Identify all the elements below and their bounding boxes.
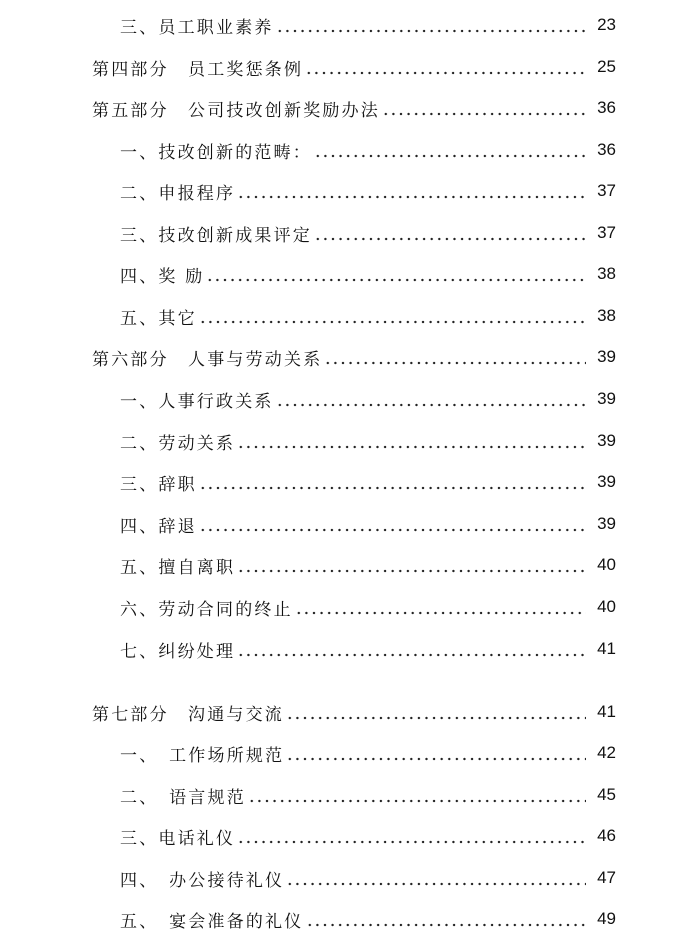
- toc-page-number: 47: [597, 868, 616, 887]
- toc-entry-15[interactable]: [0, 593, 694, 621]
- dot-leader: [276, 17, 586, 33]
- dot-leader: [286, 704, 586, 720]
- toc-page-number: 40: [597, 597, 616, 616]
- toc-page-number: 45: [597, 785, 616, 804]
- toc-entry-17[interactable]: [0, 698, 694, 726]
- toc-entry-label: 四、辞退: [120, 516, 197, 537]
- toc-entry-19[interactable]: [0, 781, 694, 809]
- toc-page-number: 39: [597, 431, 616, 450]
- dot-leader: [314, 142, 586, 158]
- dot-leader: [199, 474, 586, 490]
- toc-entry-10[interactable]: [0, 385, 694, 413]
- toc-entry-label: 第五部分 公司技改创新奖励办法: [92, 100, 380, 121]
- toc-entry-8[interactable]: [0, 302, 694, 330]
- toc-entry-label: 二、申报程序: [120, 183, 236, 204]
- toc-page-number: 37: [597, 223, 616, 242]
- toc-page-number: 36: [597, 98, 616, 117]
- toc-entry-1[interactable]: [0, 11, 694, 39]
- toc-entry-label: 四、奖 励: [120, 266, 205, 287]
- dot-leader: [237, 433, 586, 449]
- dot-leader: [286, 745, 586, 761]
- toc-entry-2[interactable]: [0, 53, 694, 81]
- dot-leader: [199, 308, 586, 324]
- dot-leader: [305, 59, 586, 75]
- toc-entry-14[interactable]: [0, 551, 694, 579]
- toc-page-number: 42: [597, 743, 616, 762]
- toc-entry-20[interactable]: [0, 822, 694, 850]
- toc-entry-label: 三、电话礼仪: [120, 828, 236, 849]
- toc-page-number: 25: [597, 57, 616, 76]
- toc-entry-label: 二、 语言规范: [120, 787, 246, 808]
- toc-entry-label: 五、其它: [120, 308, 197, 329]
- toc-page-number: 41: [597, 639, 616, 658]
- dot-leader: [206, 266, 586, 282]
- toc-page-number: 39: [597, 472, 616, 491]
- toc-entry-16[interactable]: [0, 635, 694, 663]
- dot-leader: [276, 391, 586, 407]
- toc-entry-6[interactable]: [0, 219, 694, 247]
- toc-entry-7[interactable]: [0, 260, 694, 288]
- toc-page-number: 39: [597, 347, 616, 366]
- toc-entry-11[interactable]: [0, 427, 694, 455]
- toc-entry-18[interactable]: [0, 739, 694, 767]
- toc-entry-label: 一、技改创新的范畴：: [120, 142, 312, 163]
- dot-leader: [237, 183, 586, 199]
- toc-entry-13[interactable]: [0, 510, 694, 538]
- toc-entry-label: 六、劳动合同的终止: [120, 599, 293, 620]
- dot-leader: [286, 870, 586, 886]
- toc-entry-label: 七、纠纷处理: [120, 641, 236, 662]
- toc-page-number: 38: [597, 306, 616, 325]
- toc-entry-label: 第六部分 人事与劳动关系: [92, 349, 323, 370]
- toc-entry-label: 一、 工作场所规范: [120, 745, 285, 766]
- dot-leader: [237, 828, 586, 844]
- toc-entry-label: 第七部分 沟通与交流: [92, 704, 284, 725]
- dot-leader: [306, 911, 587, 927]
- dot-leader: [295, 599, 586, 615]
- toc-entry-label: 第四部分 员工奖惩条例: [92, 59, 304, 80]
- toc-entry-label: 三、辞职: [120, 474, 197, 495]
- toc-page-number: 46: [597, 826, 616, 845]
- toc-entry-label: 五、 宴会准备的礼仪: [120, 911, 304, 932]
- toc-page-number: 23: [597, 15, 616, 34]
- toc-page-number: 38: [597, 264, 616, 283]
- dot-leader: [248, 787, 586, 803]
- dot-leader: [324, 349, 586, 365]
- dot-leader: [314, 225, 586, 241]
- toc-entry-label: 一、人事行政关系: [120, 391, 274, 412]
- toc-page-number: 40: [597, 555, 616, 574]
- toc-page-number: 41: [597, 702, 616, 721]
- toc-page-number: 36: [597, 140, 616, 159]
- dot-leader: [382, 100, 586, 116]
- toc-entry-22[interactable]: [0, 905, 694, 933]
- toc-entry-9[interactable]: [0, 343, 694, 371]
- toc-entry-label: 四、 办公接待礼仪: [120, 870, 285, 891]
- toc-page-number: 39: [597, 389, 616, 408]
- toc-page-number: 37: [597, 181, 616, 200]
- dot-leader: [237, 557, 586, 573]
- toc-entry-12[interactable]: [0, 468, 694, 496]
- dot-leader: [199, 516, 586, 532]
- toc-entry-label: 五、擅自离职: [120, 557, 236, 578]
- toc-entry-label: 二、劳动关系: [120, 433, 236, 454]
- toc-entry-label: 三、技改创新成果评定: [120, 225, 312, 246]
- dot-leader: [237, 641, 586, 657]
- toc-entry-5[interactable]: [0, 177, 694, 205]
- toc-entry-21[interactable]: [0, 864, 694, 892]
- toc-page-number: 39: [597, 514, 616, 533]
- toc-entry-4[interactable]: [0, 136, 694, 164]
- toc-entry-3[interactable]: [0, 94, 694, 122]
- toc-page-number: 49: [597, 909, 616, 928]
- toc-entry-label: 三、员工职业素养: [120, 17, 274, 38]
